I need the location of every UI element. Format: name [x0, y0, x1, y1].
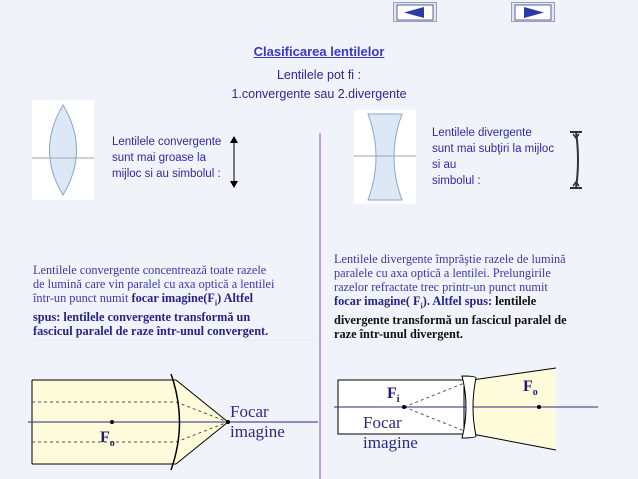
converging-lens-symbol: [228, 136, 240, 188]
page-subtitle: Lentilele pot fi :: [276, 68, 362, 82]
converging-focus-text: Focar imagine: [230, 402, 285, 441]
converging-lens-image: [32, 100, 94, 200]
arrow-left-icon: [394, 3, 438, 23]
page-title: Clasificarea lentilelor: [253, 44, 385, 59]
diverging-lens-symbol: [568, 128, 584, 192]
converging-description: Lentilele convergente concentrează toate razele de lumină care vin paralel cu axa optică a lentilei într-un punct numit focar $imagine(F_i)$ Altfel spus: lentilele convergente transformă un fascicul paralel de raze într-unul convergent.: [33, 263, 275, 339]
diverging-focus-i-label: $F_i$: [387, 385, 400, 406]
arrow-right-icon: [512, 3, 556, 23]
diverging-note: Lentilele divergente sunt mai subţiri la mijloc si au simbolul :: [432, 127, 555, 187]
converging-focus-label: $F_o$: [100, 429, 115, 450]
diverging-focus-o-label: $F_o$: [523, 378, 538, 399]
diverging-focus-text: Focar imagine: [363, 413, 418, 452]
prev-slide-button[interactable]: [393, 2, 437, 22]
diverging-description: Lentilele divergente împrăştie razele de lumină paralele cu axa optică a lentilei. Prelungirile razelor refractate trec printr-un punct numit focar imagine( $F_i$). Altfel spus: lentilele divergente transformă un fascicul paralel de raze într-unul divergent.: [334, 252, 567, 342]
diverging-lens-image: [354, 110, 416, 204]
next-slide-button[interactable]: [511, 2, 555, 22]
converging-note: Lentilele convergente sunt mai groase la mijloc si au simbolul :: [112, 136, 222, 180]
lens-types: 1.convergente sau 2.divergente: [231, 87, 407, 101]
